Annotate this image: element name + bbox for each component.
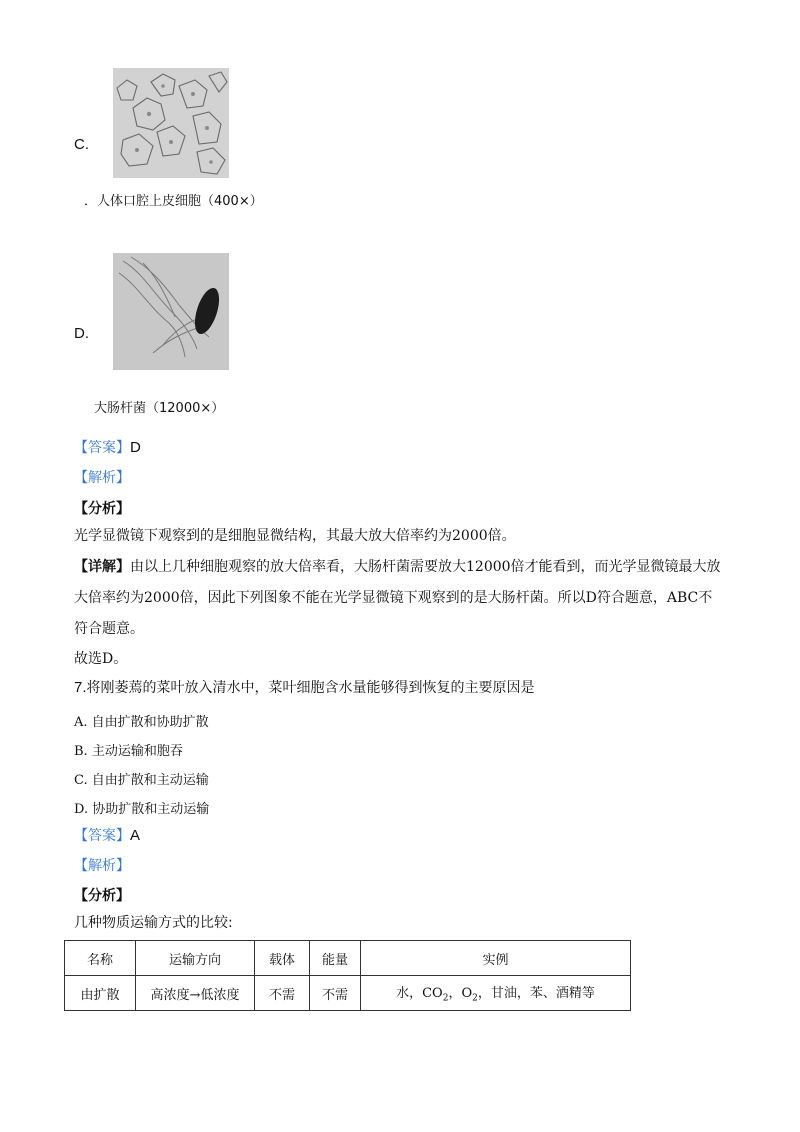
q7-answer-line (74, 825, 140, 845)
table-cell-name: 由扩散 (65, 976, 136, 1011)
fenxi-text: 光学显微镜下观察到的是细胞显微结构，其最大放大倍率约为2000倍。 (74, 528, 516, 544)
example-text: 水，CO (396, 986, 443, 1002)
header-cell: 名称 (65, 941, 136, 976)
xiangjie-tag: 【详解】 (74, 559, 130, 575)
answer-tag: 【答案】 (74, 440, 130, 456)
q7-number: 7. (74, 679, 87, 696)
table-intro: 几种物质运输方式的比较: (74, 915, 233, 931)
table-cell-example (361, 976, 631, 1011)
e-coli-micrograph (113, 253, 229, 370)
example-text: ，甘油，苯、酒精等 (477, 986, 595, 1002)
option-d-letter: D. (74, 325, 89, 342)
jiexi-tag: 【解析】 (74, 470, 130, 486)
table-cell-energy: 不需 (310, 976, 361, 1011)
fenxi-tag: 【分析】 (74, 888, 130, 904)
option-c-letter: C. (74, 136, 89, 153)
cheek-epithelial-cells-micrograph (113, 68, 229, 178)
xiangjie-line-2: 大倍率约为2000倍，因此下列图象不能在光学显微镜下观察到的是大肠杆菌。所以D符合题意，ABC不 (74, 590, 713, 606)
cell-outlines-drawing (113, 68, 229, 178)
q7-stem: 将刚萎蔫的菜叶放入清水中，菜叶细胞含水量能够得到恢复的主要原因是 (86, 680, 535, 696)
header-cell: 运输方向 (136, 941, 255, 976)
table-header-row (65, 941, 631, 976)
answer-value: A (130, 827, 141, 844)
option-c-caption: ．人体口腔上皮细胞（400×） (84, 194, 263, 209)
option-d-caption: 大肠杆菌（12000×） (94, 401, 225, 416)
transport-comparison-table (64, 940, 631, 1011)
xiangjie-text-1: 由以上几种细胞观察的放大倍率看，大肠杆菌需要放大12000倍才能看到，而光学显微镜最大放 (130, 559, 721, 575)
table-cell-direction: 高浓度→低浓度 (136, 976, 255, 1011)
fenxi-tag: 【分析】 (74, 501, 130, 517)
subscript: 2 (472, 993, 478, 1004)
jiexi-tag: 【解析】 (74, 858, 130, 874)
answer-value: D (130, 439, 141, 456)
xiangjie-line-3: 符合题意。 (74, 621, 144, 637)
xiangjie-line-1 (74, 555, 721, 579)
table-row (65, 976, 631, 1011)
header-cell: 能量 (310, 941, 361, 976)
q6-conclusion: 故选D。 (74, 651, 128, 667)
header-cell: 实例 (361, 941, 631, 976)
q7-option-b: B. 主动运输和胞吞 (74, 744, 183, 759)
answer-tag: 【答案】 (74, 828, 130, 844)
q6-answer-line (74, 437, 141, 457)
q7-option-c: C. 自由扩散和主动运输 (74, 773, 209, 788)
q7-stem-line (74, 676, 535, 700)
q7-option-a: A. 自由扩散和协助扩散 (74, 715, 209, 730)
example-text: ，O (448, 986, 473, 1002)
table-cell-carrier: 不需 (255, 976, 310, 1011)
q7-option-d: D. 协助扩散和主动运输 (74, 802, 210, 817)
header-cell: 载体 (255, 941, 310, 976)
subscript: 2 (442, 993, 449, 1004)
bacterium-drawing (113, 253, 229, 370)
